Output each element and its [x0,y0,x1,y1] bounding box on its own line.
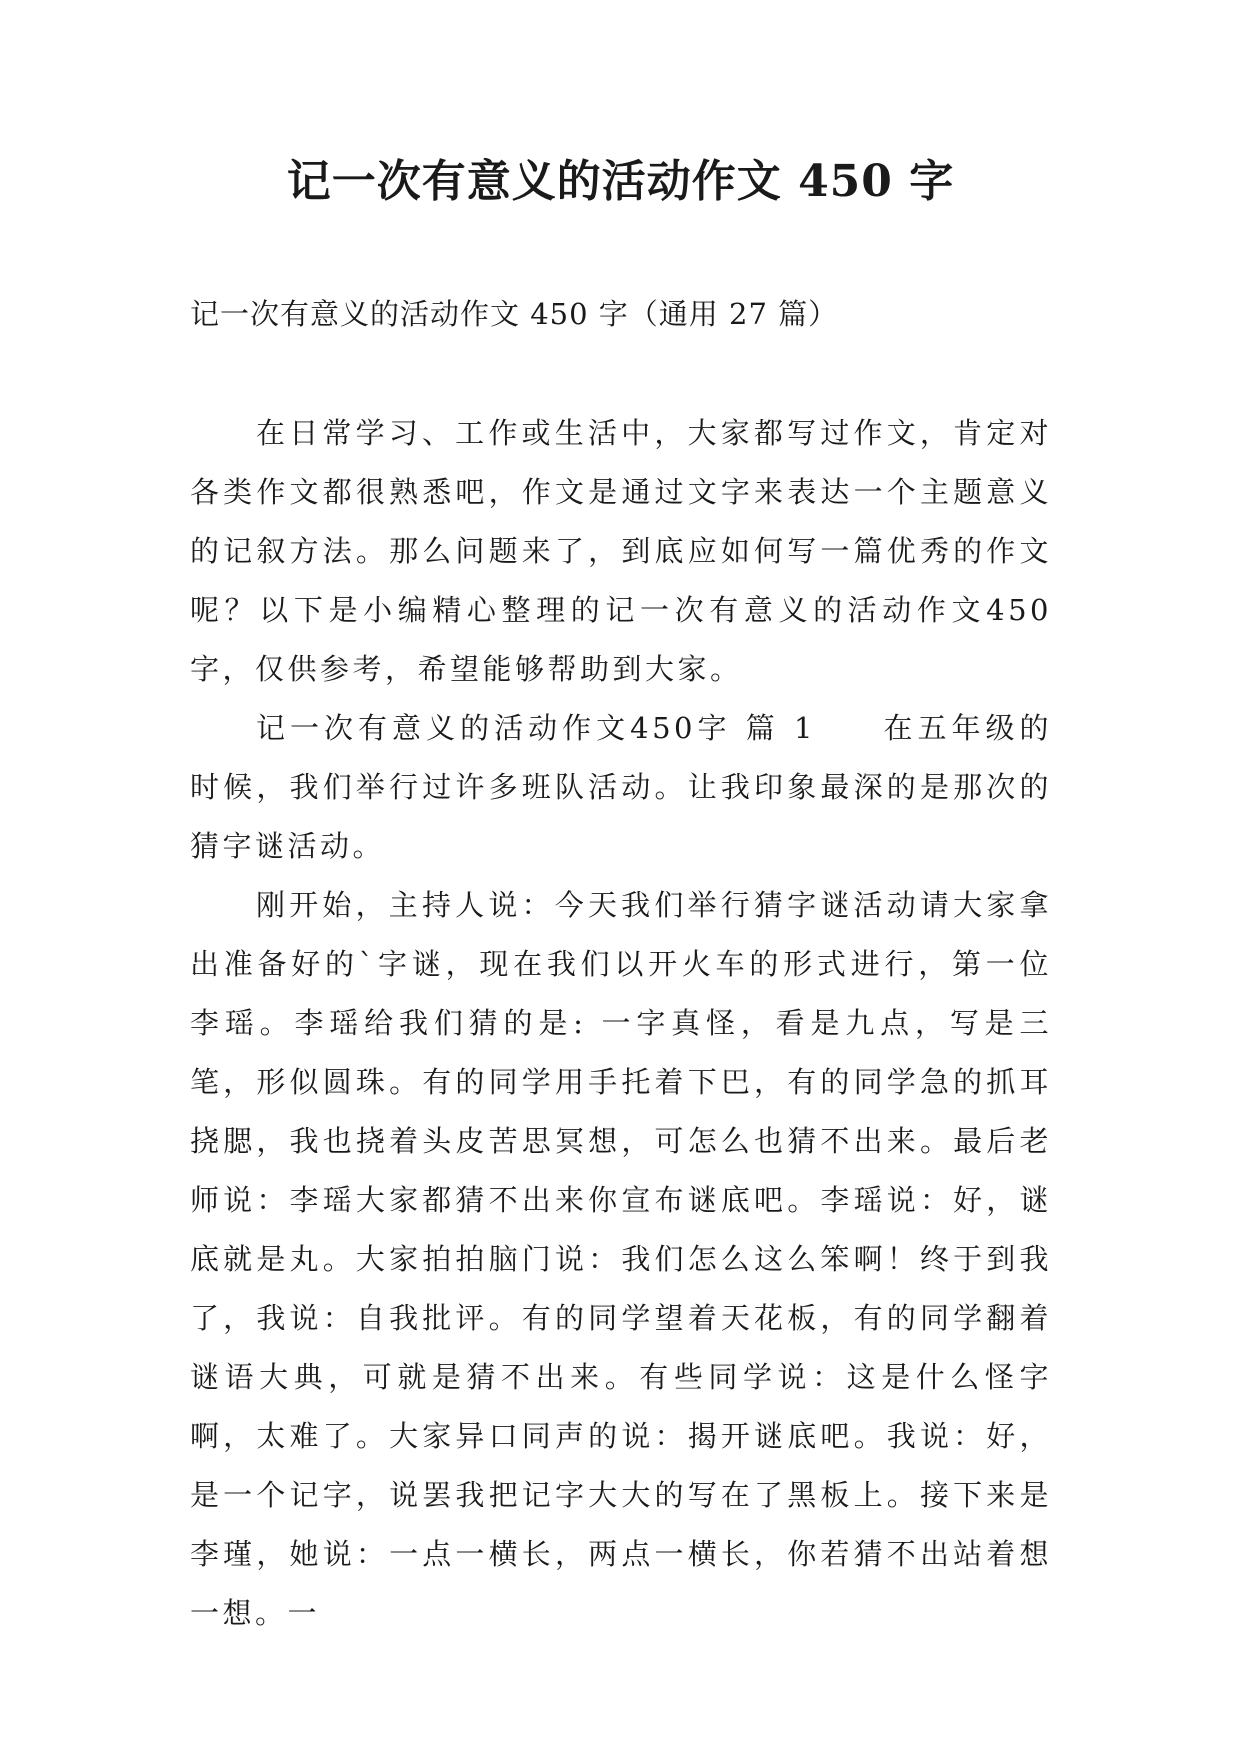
section-1-heading: 记一次有意义的活动作文450字 [256,711,732,745]
document-body [190,404,1052,1643]
intro-paragraph: 在日常学习、工作或生活中，大家都写过作文，肯定对各类作文都很熟悉吧，作文是通过文字来表达一个主题意义的记叙方法。那么问题来了，到底应如何写一篇优秀的作文呢？以下是小编精心整理的记一次有意义的活动作文450字，仅供参考，希望能够帮助到大家。 [190,416,1052,686]
story-paragraph: 刚开始，主持人说：今天我们举行猜字谜活动请大家拿出准备好的`字谜，现在我们以开火车的形式进行，第一位李瑶。李瑶给我们猜的是: 一字真怪，看是九点，写是三笔，形似圆珠。有的同学用手托着下巴，有的同学急的抓耳挠腮，我也挠着头皮苦思冥想，可怎么也猜不出来。最后老师说：李瑶大家都猜不出来你宣布谜底吧。李瑶说：好，谜底就是丸。大家拍拍脑门说：我们怎么这么笨啊！终于到我了，我说：自我批评。有的同学望着天花板，有的同学翻着谜语大典，可就是猜不出来。有些同学说：这是什么怪字啊，太难了。大家异口同声的说：揭开谜底吧。我说：好，是一个记字，说罢我把记字大大的写在了黑板上。接下来是李瑾，她说：一点一横长，两点一横长，你若猜不出站着想一想。一 [190,888,1052,1630]
section-1-paragraph [190,699,1052,876]
section-1-number: 篇 1 [745,711,816,745]
document-title: 记一次有意义的活动作文 450 字 [286,156,955,207]
document-subtitle: 记一次有意义的活动作文 450 字（通用 27 篇） [190,297,839,331]
section-1-text: 在五年级的时候，我们举行过许多班队活动。让我印象最深的是那次的猜字谜活动。 [190,711,1052,863]
